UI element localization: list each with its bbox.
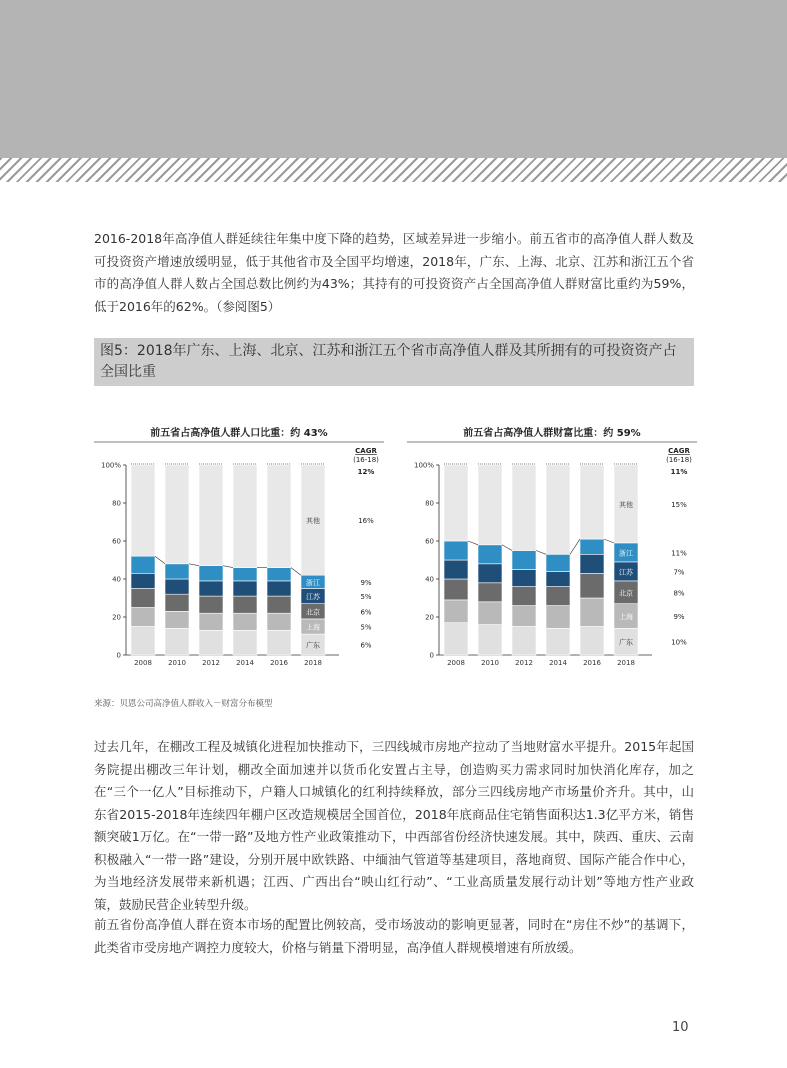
x-tick-label: 2012: [515, 659, 533, 667]
segment-label: 其他: [306, 517, 320, 526]
series-cagr: 6%: [360, 608, 372, 617]
x-tick-label: 2008: [134, 659, 152, 667]
x-tick-label: 2016: [270, 659, 288, 667]
header-hatch-stripe: [0, 158, 787, 182]
bar-segment: [131, 573, 155, 588]
bar-segment: [199, 630, 223, 655]
bar-segment: [478, 564, 502, 583]
segment-label: 江苏: [619, 568, 633, 577]
bar-segment: [444, 541, 468, 560]
segment-label: 江苏: [306, 593, 320, 602]
bar-segment: [165, 564, 189, 579]
y-tick-label: 20: [112, 613, 121, 622]
connector-line: [223, 566, 233, 568]
series-cagr: 10%: [671, 638, 687, 647]
y-tick-label: 40: [112, 575, 121, 584]
cagr-header: CAGR: [668, 447, 690, 455]
segment-label: 广东: [306, 641, 320, 650]
y-tick-label: 100%: [100, 461, 121, 470]
x-tick-label: 2014: [549, 659, 567, 667]
series-cagr: 6%: [360, 641, 372, 650]
series-cagr: 8%: [673, 589, 685, 598]
connector-line: [536, 551, 546, 555]
chart-wealth-share: [407, 420, 697, 670]
bar-segment: [478, 465, 502, 545]
bar-segment: [580, 598, 604, 627]
bar-segment: [478, 602, 502, 625]
bar-segment: [131, 556, 155, 573]
x-tick-label: 2016: [583, 659, 601, 667]
bar-segment: [546, 554, 570, 571]
bar-segment: [233, 596, 257, 613]
bar-segment: [512, 627, 536, 656]
series-cagr: 5%: [360, 623, 372, 632]
segment-label: 上海: [619, 613, 633, 622]
y-tick-label: 20: [425, 613, 434, 622]
x-tick-label: 2012: [202, 659, 220, 667]
segment-label: 广东: [619, 638, 633, 647]
bar-segment: [131, 608, 155, 627]
y-tick-label: 60: [425, 537, 434, 546]
bar-segment: [512, 551, 536, 570]
segment-label: 其他: [619, 500, 633, 509]
x-tick-label: 2008: [447, 659, 465, 667]
bar-segment: [546, 571, 570, 586]
figure-title-bar: [94, 338, 694, 386]
bar-segment: [580, 539, 604, 554]
bar-segment: [267, 596, 291, 613]
y-tick-label: 60: [112, 537, 121, 546]
bar-segment: [267, 581, 291, 596]
series-cagr: 15%: [671, 500, 687, 509]
paragraph-closing: 前五省份高净值人群在资本市场的配置比例较高，受市场波动的影响更显著，同时在“房住不炒”的基调下，此类省市受房地产调控力度较大，价格与销量下滑明显，高净值人群规模增速有所放缓。: [94, 917, 694, 955]
bar-segment: [199, 465, 223, 566]
figure-source: 来源：贝恩公司高净值人群收入－财富分布模型: [94, 699, 273, 709]
y-tick-label: 40: [425, 575, 434, 584]
connector-line: [570, 539, 580, 554]
segment-label: 北京: [306, 608, 320, 617]
bar-segment: [478, 545, 502, 564]
paragraph-body: 过去几年，在棚改工程及城镇化进程加快推动下，三四线城市房地产拉动了当地财富水平提升。2015年起国务院提出棚改三年计划，棚改全面加速并以货币化安置占主导，创造购买力需求同时加快消化库存，加之在“三个一亿人”目标推动下，户籍人口城镇化的红利持续释放，部分三四线房地产市场量价齐升。其中，山东省2015-2018年连续四年棚户区改造规模居全国首位，2018年底商品住宅销售面积达1.3亿平方米，销售额突破1万亿。在“一带一路”及地方性产业政策推动下，中西部省份经济快速发展。其中，陕西、重庆、云南积极融入“一带一路”建设，分别开展中欧铁路、中缅油气管道等基建项目，落地商贸、国际产能合作中心，为当地经济发展带来新机遇；江西、广西出台“映山红行动”、“工业高质量发展行动计划”等地方性产业政策，鼓励民营企业转型升级。: [94, 739, 694, 912]
y-tick-label: 100%: [413, 461, 434, 470]
segment-label: 浙江: [619, 549, 633, 558]
bar-segment: [580, 554, 604, 573]
segment-label: 北京: [619, 589, 633, 598]
bar-segment: [233, 613, 257, 630]
bar-segment: [478, 625, 502, 655]
y-tick-label: 0: [429, 651, 434, 660]
bar-segment: [165, 594, 189, 611]
bar-segment: [444, 579, 468, 600]
series-cagr: 9%: [673, 613, 685, 622]
cagr-period: (16-18): [666, 456, 692, 464]
bar-segment: [580, 573, 604, 598]
connector-line: [155, 556, 165, 564]
connector-line: [291, 568, 301, 576]
bar-segment: [444, 600, 468, 623]
bar-segment: [165, 465, 189, 564]
segment-label: 浙江: [306, 578, 320, 587]
y-tick-label: 0: [116, 651, 121, 660]
bar-segment: [444, 560, 468, 579]
chart-title: 前五省占高净值人群财富比重：约 59%: [463, 428, 641, 439]
bar-segment: [267, 465, 291, 568]
series-cagr: 9%: [360, 578, 372, 587]
bar-segment: [512, 570, 536, 587]
series-cagr: 11%: [671, 549, 687, 558]
cagr-total: 12%: [357, 468, 375, 476]
header-band: [0, 0, 787, 158]
bar-segment: [165, 579, 189, 594]
bar-segment: [199, 596, 223, 613]
bar-segment: [267, 630, 291, 655]
series-cagr: 7%: [673, 568, 685, 577]
bar-segment: [165, 628, 189, 655]
page-number: 10: [672, 1020, 689, 1035]
bar-segment: [546, 465, 570, 554]
bar-segment: [233, 630, 257, 655]
series-cagr: 5%: [360, 593, 372, 602]
x-tick-label: 2010: [481, 659, 499, 667]
bar-segment: [131, 627, 155, 656]
bar-segment: [267, 613, 291, 630]
bar-segment: [199, 581, 223, 596]
figure-title: 图5：2018年广东、上海、北京、江苏和浙江五个省市高净值人群及其所拥有的可投资资产占全国比重: [100, 343, 677, 380]
cagr-header: CAGR: [355, 447, 377, 455]
bar-segment: [512, 465, 536, 551]
bar-segment: [546, 606, 570, 629]
y-tick-label: 80: [112, 499, 121, 508]
chart-population-share: [94, 420, 384, 670]
connector-line: [604, 539, 614, 543]
bar-segment: [199, 613, 223, 630]
bar-segment: [233, 465, 257, 568]
x-tick-label: 2010: [168, 659, 186, 667]
bar-segment: [444, 623, 468, 655]
x-tick-label: 2018: [304, 659, 322, 667]
bar-segment: [131, 589, 155, 608]
cagr-period: (16-18): [353, 456, 379, 464]
paragraph-intro: 2016-2018年高净值人群延续往年集中度下降的趋势，区域差异进一步缩小。前五省市的高净值人群人数及可投资资产增速放缓明显，低于其他省市及全国平均增速，2018年，广东、上海、北京、江苏和浙江五个省市的高净值人群人数占全国总数比例约为43%；其持有的可投资资产占全国高净值人群财富比重约为59%，低于2016年的62%。（参阅图5）: [94, 231, 694, 314]
bar-segment: [546, 628, 570, 655]
bar-segment: [233, 568, 257, 581]
bar-segment: [478, 583, 502, 602]
chart-title: 前五省占高净值人群人口比重：约 43%: [150, 428, 328, 439]
x-tick-label: 2014: [236, 659, 254, 667]
bar-segment: [267, 568, 291, 581]
x-tick-label: 2018: [617, 659, 635, 667]
bar-segment: [580, 627, 604, 656]
bar-segment: [580, 465, 604, 539]
bar-segment: [512, 606, 536, 627]
cagr-total: 11%: [670, 468, 688, 476]
connector-line: [189, 564, 199, 566]
y-tick-label: 80: [425, 499, 434, 508]
bar-segment: [444, 465, 468, 541]
bar-segment: [131, 465, 155, 556]
connector-line: [468, 541, 478, 545]
connector-line: [502, 545, 512, 551]
bar-segment: [165, 611, 189, 628]
bar-segment: [512, 587, 536, 606]
bar-segment: [546, 587, 570, 606]
segment-label: 上海: [306, 623, 320, 632]
bar-segment: [233, 581, 257, 596]
series-cagr: 16%: [358, 517, 374, 526]
bar-segment: [199, 566, 223, 581]
